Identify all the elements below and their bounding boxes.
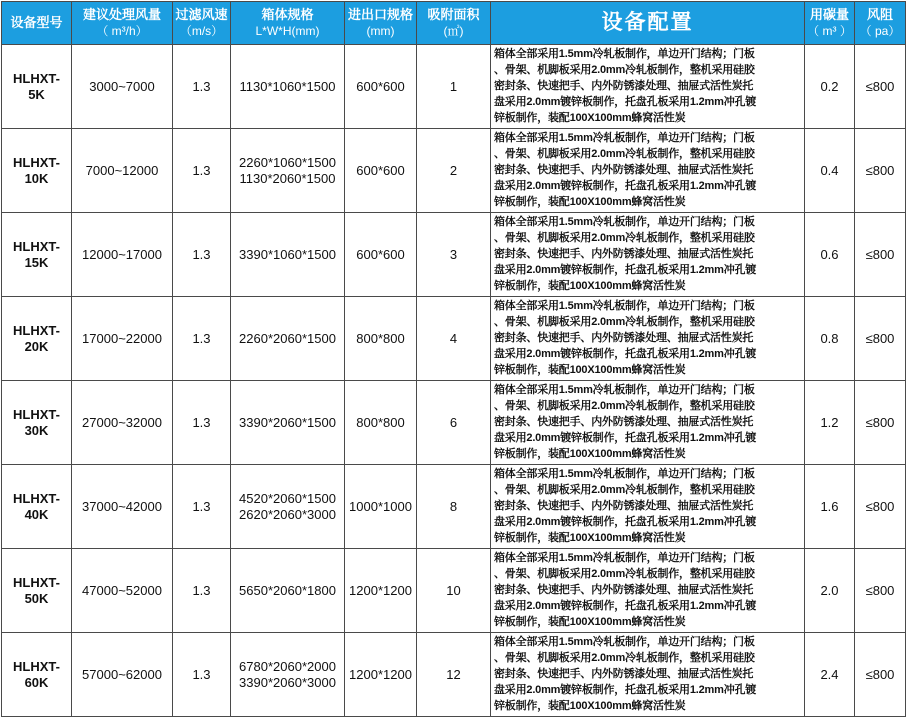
cell-airflow: 27000~32000 xyxy=(72,381,173,465)
cell-carbon: 1.2 xyxy=(805,381,855,465)
cell-carbon: 0.2 xyxy=(805,45,855,129)
cell-port-size: 600*600 xyxy=(345,129,417,213)
header-config: 设备配置 xyxy=(491,2,805,45)
cell-resistance: ≤800 xyxy=(855,45,906,129)
header-carbon: 用碳量 （ m³ ） xyxy=(805,2,855,45)
cell-resistance: ≤800 xyxy=(855,213,906,297)
cell-velocity: 1.3 xyxy=(173,381,231,465)
cell-config: 箱体全部采用1.5mm冷轧板制作，单边开门结构；门板 、骨架、机脚板采用2.0mm冷轧板制作，整机采用硅胶 密封条、快速把手、内外防锈漆处理、抽屉式活性炭托 盘采用2.0mm镀锌板制作，托盘孔板采用1.2mm冲孔镀 锌板制作，装配100X100mm蜂窝活性炭 xyxy=(491,129,805,213)
cell-resistance: ≤800 xyxy=(855,129,906,213)
cell-config: 箱体全部采用1.5mm冷轧板制作，单边开门结构；门板 、骨架、机脚板采用2.0mm冷轧板制作，整机采用硅胶 密封条、快速把手、内外防锈漆处理、抽屉式活性炭托 盘采用2.0mm镀锌板制作，托盘孔板采用1.2mm冲孔镀 锌板制作，装配100X100mm蜂窝活性炭 xyxy=(491,45,805,129)
table-row xyxy=(2,381,906,465)
table-row xyxy=(2,297,906,381)
cell-model: HLHXT- 30K xyxy=(2,381,72,465)
cell-box-size: 3390*1060*1500 xyxy=(231,213,345,297)
cell-airflow: 57000~62000 xyxy=(72,633,173,717)
spec-table xyxy=(1,1,906,717)
cell-box-size: 5650*2060*1800 xyxy=(231,549,345,633)
cell-area: 8 xyxy=(417,465,491,549)
cell-velocity: 1.3 xyxy=(173,297,231,381)
cell-model: HLHXT- 15K xyxy=(2,213,72,297)
cell-area: 1 xyxy=(417,45,491,129)
cell-area: 10 xyxy=(417,549,491,633)
cell-box-size: 2260*2060*1500 xyxy=(231,297,345,381)
cell-velocity: 1.3 xyxy=(173,129,231,213)
cell-resistance: ≤800 xyxy=(855,381,906,465)
cell-config: 箱体全部采用1.5mm冷轧板制作，单边开门结构；门板 、骨架、机脚板采用2.0mm冷轧板制作，整机采用硅胶 密封条、快速把手、内外防锈漆处理、抽屉式活性炭托 盘采用2.0mm镀锌板制作，托盘孔板采用1.2mm冲孔镀 锌板制作，装配100X100mm蜂窝活性炭 xyxy=(491,465,805,549)
cell-port-size: 1000*1000 xyxy=(345,465,417,549)
cell-airflow: 7000~12000 xyxy=(72,129,173,213)
cell-box-size: 6780*2060*2000 3390*2060*3000 xyxy=(231,633,345,717)
cell-airflow: 3000~7000 xyxy=(72,45,173,129)
cell-model: HLHXT- 20K xyxy=(2,297,72,381)
header-row xyxy=(2,2,906,45)
cell-port-size: 800*800 xyxy=(345,297,417,381)
cell-airflow: 37000~42000 xyxy=(72,465,173,549)
cell-velocity: 1.3 xyxy=(173,465,231,549)
cell-airflow: 12000~17000 xyxy=(72,213,173,297)
cell-resistance: ≤800 xyxy=(855,465,906,549)
cell-box-size: 2260*1060*1500 1130*2060*1500 xyxy=(231,129,345,213)
table-row xyxy=(2,213,906,297)
cell-carbon: 2.0 xyxy=(805,549,855,633)
cell-box-size: 1130*1060*1500 xyxy=(231,45,345,129)
cell-carbon: 2.4 xyxy=(805,633,855,717)
header-resistance: 风阻 （ pa） xyxy=(855,2,906,45)
cell-area: 2 xyxy=(417,129,491,213)
header-port-size: 进出口规格 (mm) xyxy=(345,2,417,45)
header-velocity: 过滤风速 （m/s） xyxy=(173,2,231,45)
cell-airflow: 47000~52000 xyxy=(72,549,173,633)
cell-velocity: 1.3 xyxy=(173,213,231,297)
cell-model: HLHXT- 10K xyxy=(2,129,72,213)
cell-area: 12 xyxy=(417,633,491,717)
cell-carbon: 0.4 xyxy=(805,129,855,213)
cell-velocity: 1.3 xyxy=(173,45,231,129)
cell-carbon: 0.8 xyxy=(805,297,855,381)
cell-box-size: 3390*2060*1500 xyxy=(231,381,345,465)
cell-box-size: 4520*2060*1500 2620*2060*3000 xyxy=(231,465,345,549)
cell-config: 箱体全部采用1.5mm冷轧板制作，单边开门结构；门板 、骨架、机脚板采用2.0mm冷轧板制作，整机采用硅胶 密封条、快速把手、内外防锈漆处理、抽屉式活性炭托 盘采用2.0mm镀锌板制作，托盘孔板采用1.2mm冲孔镀 锌板制作，装配100X100mm蜂窝活性炭 xyxy=(491,549,805,633)
header-adsorption-area: 吸附面积 (㎡) xyxy=(417,2,491,45)
cell-carbon: 1.6 xyxy=(805,465,855,549)
cell-port-size: 600*600 xyxy=(345,213,417,297)
table-row xyxy=(2,45,906,129)
header-model: 设备型号 xyxy=(2,2,72,45)
table-row xyxy=(2,465,906,549)
header-airflow: 建议处理风量 （ m³/h） xyxy=(72,2,173,45)
cell-config: 箱体全部采用1.5mm冷轧板制作，单边开门结构；门板 、骨架、机脚板采用2.0mm冷轧板制作，整机采用硅胶 密封条、快速把手、内外防锈漆处理、抽屉式活性炭托 盘采用2.0mm镀锌板制作，托盘孔板采用1.2mm冲孔镀 锌板制作，装配100X100mm蜂窝活性炭 xyxy=(491,297,805,381)
cell-model: HLHXT- 60K xyxy=(2,633,72,717)
table-row xyxy=(2,633,906,717)
cell-area: 3 xyxy=(417,213,491,297)
cell-config: 箱体全部采用1.5mm冷轧板制作，单边开门结构；门板 、骨架、机脚板采用2.0mm冷轧板制作，整机采用硅胶 密封条、快速把手、内外防锈漆处理、抽屉式活性炭托 盘采用2.0mm镀锌板制作，托盘孔板采用1.2mm冲孔镀 锌板制作，装配100X100mm蜂窝活性炭 xyxy=(491,633,805,717)
cell-port-size: 1200*1200 xyxy=(345,549,417,633)
cell-velocity: 1.3 xyxy=(173,549,231,633)
table-row xyxy=(2,549,906,633)
cell-model: HLHXT- 40K xyxy=(2,465,72,549)
table-row xyxy=(2,129,906,213)
cell-area: 6 xyxy=(417,381,491,465)
cell-model: HLHXT- 5K xyxy=(2,45,72,129)
cell-resistance: ≤800 xyxy=(855,549,906,633)
cell-velocity: 1.3 xyxy=(173,633,231,717)
cell-resistance: ≤800 xyxy=(855,633,906,717)
cell-model: HLHXT- 50K xyxy=(2,549,72,633)
cell-config: 箱体全部采用1.5mm冷轧板制作，单边开门结构；门板 、骨架、机脚板采用2.0mm冷轧板制作，整机采用硅胶 密封条、快速把手、内外防锈漆处理、抽屉式活性炭托 盘采用2.0mm镀锌板制作，托盘孔板采用1.2mm冲孔镀 锌板制作，装配100X100mm蜂窝活性炭 xyxy=(491,381,805,465)
cell-port-size: 800*800 xyxy=(345,381,417,465)
cell-carbon: 0.6 xyxy=(805,213,855,297)
cell-area: 4 xyxy=(417,297,491,381)
cell-resistance: ≤800 xyxy=(855,297,906,381)
cell-airflow: 17000~22000 xyxy=(72,297,173,381)
header-box-size: 箱体规格 L*W*H(mm) xyxy=(231,2,345,45)
cell-port-size: 600*600 xyxy=(345,45,417,129)
cell-config: 箱体全部采用1.5mm冷轧板制作，单边开门结构；门板 、骨架、机脚板采用2.0mm冷轧板制作，整机采用硅胶 密封条、快速把手、内外防锈漆处理、抽屉式活性炭托 盘采用2.0mm镀锌板制作，托盘孔板采用1.2mm冲孔镀 锌板制作，装配100X100mm蜂窝活性炭 xyxy=(491,213,805,297)
cell-port-size: 1200*1200 xyxy=(345,633,417,717)
